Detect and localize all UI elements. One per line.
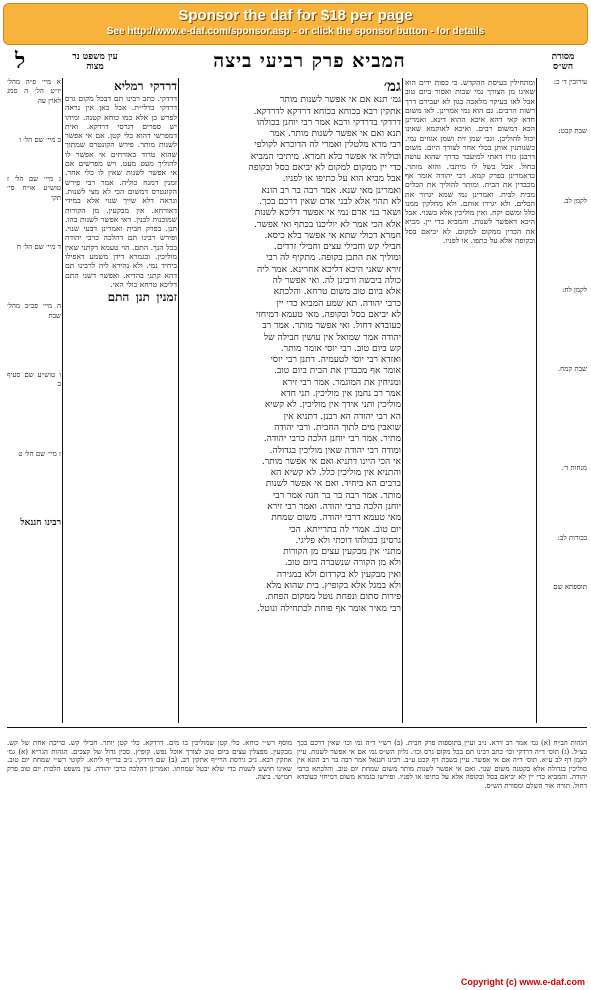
gemara-line: ולא במגל אלא בקופיץ. בית שהוא מלא xyxy=(266,581,401,592)
rashi-text: ומתחילין בעיסת ההקדש. כי כפות ידים הוא שאינו מן הצורך נמי שבות ואסור ביום טוב אבל לאו בעיקר מלאכה כגון לא יעבירם דרך רשות הרבים. גם הוא נמי אמרינן. לאו משום חדא קאי דהא איכא ההוא דינא. ואמרינן הכא דמשום רבים. ואיכא לאוקמא שאינו יכול להוליכן. וגבי שמן זית ושמן אגוזים נמי. כשנותנין אותן בכלי אחר לצורך היום. משום דרבנן גזרו דאתי למיעבד כדרך שהוא עושה בחול. אבל בשל לו מיתבי. והוא מותר. כדאמרינן בפרק קמא. רבי יהודה אומר אף מכבדין את הבית. ומותר להוליך את הכלים מבית לבית. ואמרינן נמי שמא יגרור את הכלים. ולא יגררו אותם. ולא מחלקין ממנו כלל ומשם יקח. ואין מוליכין אלא בשנוי. אבל היכא דאפשר לשנות. והמביא כדי יין. מביא את הכדין ממקום למקום. לא יביאם בסל ובקופה אלא על כתפו. או לפניו. xyxy=(405,78,535,246)
gemara-line: יוחנן הלכה כרבי יהודה. ואמר רבי זירא xyxy=(267,501,401,512)
gemara-line: מאי טעמא דרבי יהודה. משום שמחת xyxy=(271,513,401,524)
gemara-line: ולא מן הקורה שנשברה ביום טוב. xyxy=(284,558,401,569)
gemara-line: מתני׳ אין מבקעין עצים מן הקורות xyxy=(283,547,401,558)
gemara-line: פירות סתום ונפחת נוטל ממקום הפחת. xyxy=(264,592,401,603)
column-divider xyxy=(178,78,179,723)
gemara-line: רבי מאיר אומר אף פוחת לכתחילה ונוטל. xyxy=(257,603,401,614)
dibbur-hamatchil: התם xyxy=(107,290,130,305)
gemara-line: אי הכי היינו דתניא ואם אי אפשר מותר. xyxy=(261,456,401,467)
margin-ref: שבת קמח. xyxy=(557,365,587,374)
gemara-line: אלא הכי אמר לא יוליכנו בכתף ואי אפשר. xyxy=(254,219,401,230)
gemara-line: רבי מרא מלטלין ואמרי לה הדוכרא לקולפי xyxy=(254,140,401,151)
tosafot-column xyxy=(65,78,177,723)
dibbur-hamatchil: דרדקי xyxy=(149,79,177,93)
gemara-line: דרדקי בדרדקי ורבא אמר רבי יוחנן בכולהו xyxy=(256,117,401,128)
gemara-line: כעובדא דחול. ואי אפשר מותר. אמר רב xyxy=(262,321,401,332)
gemara-line: ואמרינן מאי שנא. אמר רבה בר רב הונא xyxy=(261,185,401,196)
page-header xyxy=(7,48,587,74)
dibbur-hamatchil: רמליא xyxy=(114,79,144,93)
gemara-line: וכוליה אי אפשר בלא חמרא. מיתיבי המביא xyxy=(250,151,401,162)
talmud-page xyxy=(7,48,587,973)
margin-ref: לקמן לח: xyxy=(562,285,587,294)
margin-ref: שבת קכט: xyxy=(558,127,587,136)
footnote-text: מוסף רש״י כוחא. כלי קטן שמוליכין בו מים. דרדקא. כלי קטן יותר. חבילי קש. כריכה אחת של קש. מבקעין. מפצלין עצים ביום טוב לצורך אוכל נפש. קופיץ. סכין גדול של קצבים. הגהות הגר״א (א) גמ׳ אתקין רבא. נ״ב גירסת הרי״ף אתקין רב. (ב) שם דרדקי. נ״ב ברי״ף ליתא. לקוטי רש״י שמחת יום טוב. שאינו חושש לשנות כדי שלא יבטל שמחתו. ואמרינן דהלכה כרבי יהודה. עין משפט הלכות יום טוב פרק חמישי. ביצה. xyxy=(7,739,292,782)
sponsor-subtitle[interactable]: See http://www.e-daf.com/sponsor.asp - or click the sponsor button - for details xyxy=(106,26,485,37)
gemara-line: לא יביאם בסל ובקופה. מאי טעמא דמיחזי xyxy=(255,309,401,320)
gemara-line: יום טוב. אמרי לה בתרייתא. הכי xyxy=(288,524,401,535)
gemara-line: ומוליך את התבן בקופה. מתקיף לה רבי xyxy=(265,253,401,264)
gemara-line: מתיר. אמר רבי יוחנן הלכה כרבי יהודה. xyxy=(263,434,401,445)
margin-ref: ג מיי׳ שם הל׳ ז טוש״ע או״ח סי׳ תקי xyxy=(7,175,61,202)
masoret-hashas-column xyxy=(539,78,587,723)
rashi-column xyxy=(405,78,535,723)
gemara-start-word: גמ׳ xyxy=(383,78,401,95)
gemara-line: לא תהוי אלא לבני אדם שאין דרכם בכך. xyxy=(259,196,401,207)
margin-ref: ד מיי׳ שם הל׳ ח xyxy=(16,243,61,252)
gemara-line: אומר אף מכבדין את הבית ביום טוב. xyxy=(274,366,401,377)
copyright-link[interactable]: Copyright (c) www.e-daf.com xyxy=(460,977,585,987)
footnotes-left xyxy=(7,732,292,953)
gemara-line: אתקין רבא בכוחא בכוחא דרדקא לדרדקא. xyxy=(253,106,401,117)
gemara-line: שואבין מים לתוך החבית. ורבי יהודה xyxy=(274,422,401,433)
gemara-line: ברבים הא ביחיד. ואם אי אפשר לשנות xyxy=(265,479,401,490)
gemara-line: ומניחין את המוגמר. אמר רבי זירא xyxy=(282,377,401,388)
rabbeinu-chananel-heading: רבינו חננאל xyxy=(20,517,61,528)
gemara-line: חבילי קש וחבילי עצים וחבילי זרדים. xyxy=(273,242,401,253)
column-divider xyxy=(536,78,537,723)
margin-ref: ו טוש״ע שם סעיף ב xyxy=(7,370,61,389)
gemara-line: ומודה רבי יהודה שאין מוליכין בגדולה. xyxy=(269,445,401,456)
gemara-line: גרסינן בכולהו דוכתי ולא פליגי. xyxy=(295,535,401,546)
margin-ref: ה מיי׳ פכ״ב מהל׳ שבת xyxy=(7,302,61,320)
margin-ref: ז מיי׳ שם הל׳ ט xyxy=(18,449,61,458)
gemara-line: כדי יין ממקום למקום לא יביאם בסל ובקופה xyxy=(248,163,401,174)
gemara-line: גמ׳ תנא אם אי אפשר לשנות מותר xyxy=(279,95,401,106)
gemara-column xyxy=(181,78,401,723)
gemara-line: מוליכין ותני אידך אין מוליכין. לא קשיא xyxy=(264,400,401,411)
gemara-line: והתניא אין מוליכין כלל. לא קשיא הא xyxy=(270,468,401,479)
gemara-line: אלא ביום טוב משום טרחא. והלכתא xyxy=(273,287,401,298)
gemara-line: מותר. אמר רבה בר בר חנה אמר רבי xyxy=(272,490,401,501)
gemara-line: אבל מביא הוא על כתיפו או לפניו. xyxy=(282,174,401,185)
margin-ref: בכורות לב: xyxy=(557,533,587,542)
gemara-line: כולה ביבשה ורבינן לה. ואי אפשר לה xyxy=(272,276,401,287)
gemara-line: אמר רב נחמן אין מוליכין. תני חדא xyxy=(280,389,401,400)
ein-mishpat-column xyxy=(7,78,61,723)
sponsor-banner[interactable] xyxy=(3,3,588,45)
gemara-line: ואין מבקעין לא בקרדום ולא במגירה xyxy=(276,569,401,580)
gemara-line: קש ביום טוב. רבי יוסי אומר מותר. xyxy=(280,343,401,354)
gemara-line: חמרא דכולי שתא אי אפשר בלא כיסא. xyxy=(264,230,401,241)
gemara-line: ואזדא רבי יוסי לטעמיה. דתנן רבי יוסי xyxy=(270,355,401,366)
margin-ref: ב מיי׳ שם הל׳ ו xyxy=(19,135,61,144)
dibbur-hamatchil: זמנין xyxy=(156,290,177,305)
folio-number: ל xyxy=(15,48,26,74)
running-title: המביא פרק רביעי ביצה xyxy=(213,50,406,72)
margin-ref: מנחות ד׳. xyxy=(560,464,587,473)
ein-mishpat-heading: עין משפט נר מצוה xyxy=(72,52,118,72)
column-divider xyxy=(402,78,403,723)
margin-ref: עירובין ד׳ כ: xyxy=(553,78,587,86)
margin-ref: א מיי׳ פ״ה מהל׳ יו״ט הל׳ ה סמג לאוין עה xyxy=(7,78,61,105)
gemara-line: תנא ואם אי אפשר לשנות מותר. אמר xyxy=(269,129,401,140)
gemara-line: יהודה אמר שמואל אין עושין חבילה של xyxy=(263,332,401,343)
dibbur-hamatchil: תנן xyxy=(135,290,150,305)
masoret-hashas-heading: מסורת הש״ס xyxy=(551,52,575,72)
footnote-text: הגהות הב״ח (א) גמ׳ אמר רב זירא. נ״ב ועיין בתוספות פרק חבית. (ב) רש״י ד״ה גמ׳ וכו׳ שאין דרכם בכך כצ״ל. (ג) תוס׳ ד״ה דרדקי וכו׳ כתב רבינו תם בכל מקום גרס וכו׳. גליון הש״ס גמ׳ אם אי אפשר לשנות. עיין לקמן דף לב ע״א. תוס׳ ד״ה אם אי אפשר. עיין בשבת דף קכט ע״ב. רבינו חננאל אמר רבה בר רב הונא אין מוליכין בגדולה אלא בקטנה משום שנוי. ואם אי אפשר לשנות מותר משום שמחת יום טוב. והלכתא כרבי יהודה. והמביא כדי יין לא יביאם בסל ובקופה אלא על כתיפו או לפניו. ופירשו בגמרא משום דמיחזי כעובדא דחול. תורה אור השלם ומסורת הש״ס. xyxy=(297,739,587,790)
column-divider xyxy=(62,78,63,723)
gemara-line: ושאר בני אדם נמי אי אפשר דליכא לשנות xyxy=(254,208,401,219)
gemara-line: זירא שאני היכא דליכא אחרינא. אמר ליה xyxy=(256,264,401,275)
sponsor-title: Sponsor the daf for $18 per page xyxy=(178,7,413,24)
margin-ref: תוספתא שם xyxy=(553,583,587,592)
footnotes-right xyxy=(297,732,587,953)
gemara-line: כרבי יהודה. תא שמע המביא כדי יין xyxy=(276,298,401,309)
gemara-line: הא רבי יהודה הא רבנן. דתניא אין xyxy=(283,411,401,422)
margin-ref: לקמן לב. xyxy=(562,196,587,205)
tosafot-text: דרדקי. כתב רבינו תם דבכל מקום גרס דרדקי בדלי״ת. אבל כאן אין נראה לפרש כן אלא כמו כוחא קטנה. ומיהו יש ספרים דגרסי דרדקא. ואית דמפרשי דהוא כלי קטן. אם אי אפשר לשנות מותר. פירש הקונטרס שמתוך שהוא טרוד באורחים אי אפשר לו להוליך מעט מעט. ויש מפרשים אם אי אפשר לשנות שאין לו כלי אחר. זמנין דמנח כוליה. אמר רבי פירש הקונטרס דמשום הכי לא מצי לשנות. ונראה דלא שייך שנוי אלא במידי דאורחא. אין מבקעין. מן הקורות שמוכנות לבנין. דאי אפשר לשנות בהו. תנן. בפרק חבית ואמרינן דבעי שנוי. ופירש רבינו תם דהלכה כרבי יהודה בכל הנך. התם. הוי טעמא דקתני שאין מוליכין. ובגמרא דידן משמע דאפילו ביחיד נמי. ולא נהירא ליה לרבינו תם דהא קתני בהדיא. ואפשר דשני התם דליכא טרחא כולי האי. xyxy=(65,94,177,289)
footnotes-section xyxy=(7,727,587,953)
